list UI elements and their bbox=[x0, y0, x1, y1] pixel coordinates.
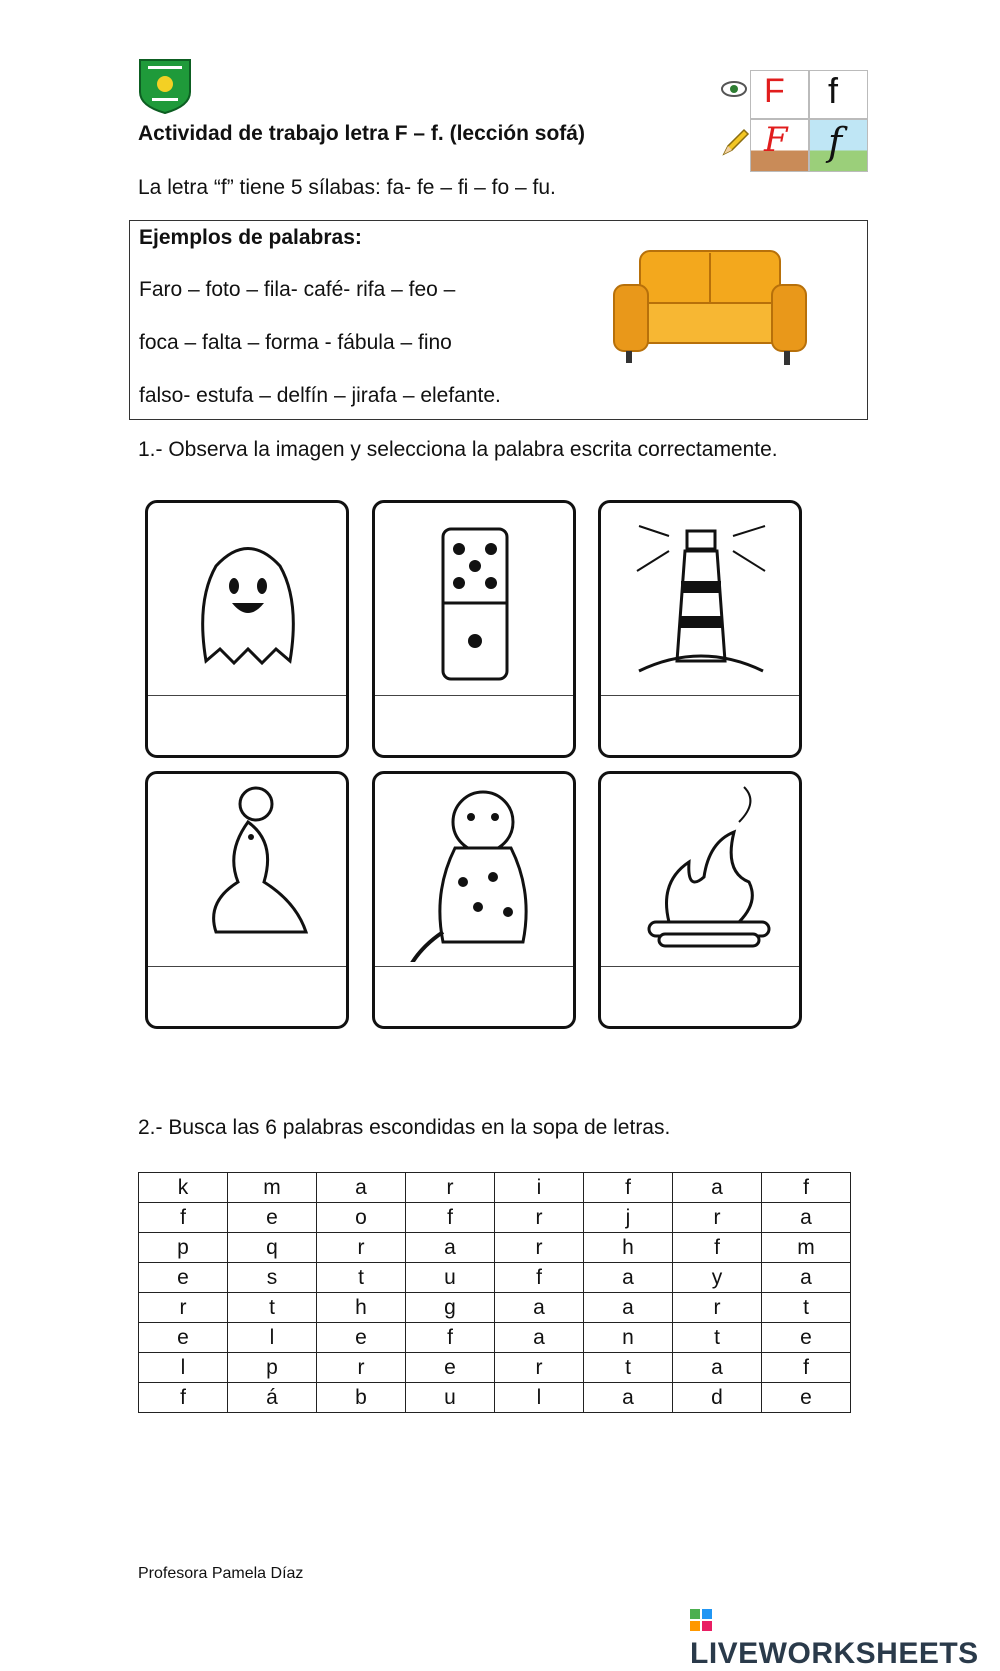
word-search-cell[interactable]: t bbox=[317, 1263, 406, 1293]
word-search-cell[interactable]: i bbox=[495, 1173, 584, 1203]
examples-box bbox=[129, 220, 868, 420]
sofa-icon bbox=[610, 241, 810, 371]
word-search-cell[interactable]: a bbox=[317, 1173, 406, 1203]
word-search-cell[interactable]: f bbox=[495, 1263, 584, 1293]
word-search-cell[interactable]: p bbox=[139, 1233, 228, 1263]
school-shield-logo bbox=[136, 58, 194, 114]
word-search-cell[interactable]: a bbox=[673, 1173, 762, 1203]
word-search-cell[interactable]: t bbox=[673, 1323, 762, 1353]
word-search-cell[interactable]: e bbox=[317, 1323, 406, 1353]
word-search-cell[interactable]: e bbox=[139, 1263, 228, 1293]
word-search-cell[interactable]: a bbox=[406, 1233, 495, 1263]
domino-icon bbox=[383, 511, 567, 691]
word-search-cell[interactable]: u bbox=[406, 1263, 495, 1293]
upper-cursive-letter: F bbox=[764, 120, 788, 160]
word-search-cell[interactable]: r bbox=[139, 1293, 228, 1323]
bonfire-icon bbox=[609, 782, 793, 962]
picture-card-domino[interactable] bbox=[372, 500, 576, 758]
word-search-cell[interactable]: r bbox=[406, 1173, 495, 1203]
seal-icon bbox=[156, 782, 340, 962]
word-search-cell[interactable]: f bbox=[762, 1173, 851, 1203]
word-search-cell[interactable]: m bbox=[228, 1173, 317, 1203]
word-search-row bbox=[139, 1293, 851, 1323]
word-search-cell[interactable]: m bbox=[762, 1233, 851, 1263]
ghost-icon bbox=[156, 511, 340, 691]
word-search-cell[interactable]: j bbox=[584, 1203, 673, 1233]
picture-card-ghost[interactable] bbox=[145, 500, 349, 758]
word-search-cell[interactable]: t bbox=[584, 1353, 673, 1383]
word-search-cell[interactable]: l bbox=[228, 1323, 317, 1353]
word-search-cell[interactable]: k bbox=[139, 1173, 228, 1203]
word-search-row bbox=[139, 1203, 851, 1233]
word-search-cell[interactable]: t bbox=[228, 1293, 317, 1323]
exercise2-instruction: 2.- Busca las 6 palabras escondidas en la sopa de letras. bbox=[138, 1116, 671, 1139]
word-search-cell[interactable]: f bbox=[673, 1233, 762, 1263]
picture-card-bonfire[interactable] bbox=[598, 771, 802, 1029]
word-search-row bbox=[139, 1383, 851, 1413]
word-search-cell[interactable]: l bbox=[495, 1383, 584, 1413]
liveworksheets-logo bbox=[690, 1603, 1000, 1671]
word-search-cell[interactable]: á bbox=[228, 1383, 317, 1413]
word-search-cell[interactable]: r bbox=[495, 1233, 584, 1263]
word-search-cell[interactable]: r bbox=[317, 1233, 406, 1263]
word-search-cell[interactable]: r bbox=[317, 1353, 406, 1383]
page-title: Actividad de trabajo letra F – f. (lección sofá) bbox=[138, 122, 585, 145]
word-search-cell[interactable]: e bbox=[406, 1353, 495, 1383]
word-search-cell[interactable]: s bbox=[228, 1263, 317, 1293]
word-search-row bbox=[139, 1353, 851, 1383]
lighthouse-icon bbox=[609, 511, 793, 691]
lower-cursive-letter: f bbox=[828, 120, 843, 164]
word-search-row bbox=[139, 1323, 851, 1353]
word-search-cell[interactable]: l bbox=[139, 1353, 228, 1383]
word-search-cell[interactable]: e bbox=[228, 1203, 317, 1233]
word-search-cell[interactable]: n bbox=[584, 1323, 673, 1353]
word-search-cell[interactable]: a bbox=[495, 1323, 584, 1353]
teacher-name: Profesora Pamela Díaz bbox=[138, 1565, 304, 1582]
word-search-cell[interactable]: e bbox=[139, 1323, 228, 1353]
lower-print-letter: f bbox=[828, 70, 839, 111]
word-search-cell[interactable]: a bbox=[762, 1263, 851, 1293]
word-search-cell[interactable]: a bbox=[584, 1383, 673, 1413]
liveworksheets-brand: LIVEWORKSHEETS bbox=[690, 1637, 979, 1670]
word-search-cell[interactable]: a bbox=[584, 1263, 673, 1293]
pencil-icon bbox=[720, 128, 750, 158]
word-search-cell[interactable]: f bbox=[406, 1203, 495, 1233]
word-search-row bbox=[139, 1233, 851, 1263]
word-search-cell[interactable]: r bbox=[495, 1203, 584, 1233]
word-search-cell[interactable]: f bbox=[139, 1203, 228, 1233]
liveworksheets-mark-icon bbox=[690, 1609, 712, 1631]
word-search-cell[interactable]: e bbox=[762, 1323, 851, 1353]
examples-line-2: foca – falta – forma - fábula – fino bbox=[139, 331, 452, 354]
word-search-cell[interactable]: o bbox=[317, 1203, 406, 1233]
word-search-cell[interactable]: t bbox=[762, 1293, 851, 1323]
word-search-cell[interactable]: u bbox=[406, 1383, 495, 1413]
word-search-cell[interactable]: r bbox=[495, 1353, 584, 1383]
word-search-cell[interactable]: e bbox=[762, 1383, 851, 1413]
picture-card-lighthouse[interactable] bbox=[598, 500, 802, 758]
examples-line-3: falso- estufa – delfín – jirafa – elefante. bbox=[139, 384, 501, 407]
syllables-line: La letra “f” tiene 5 sílabas: fa- fe – fi – fo – fu. bbox=[138, 176, 556, 199]
word-search-cell[interactable]: h bbox=[584, 1233, 673, 1263]
word-search-row bbox=[139, 1173, 851, 1203]
word-search-cell[interactable]: r bbox=[673, 1203, 762, 1233]
examples-line-1: Faro – foto – fila- café- rifa – feo – bbox=[139, 278, 456, 301]
word-search-cell[interactable]: r bbox=[673, 1293, 762, 1323]
picture-card-leopard[interactable] bbox=[372, 771, 576, 1029]
picture-card-seal[interactable] bbox=[145, 771, 349, 1029]
leopard-icon bbox=[383, 782, 567, 962]
word-search-cell[interactable]: d bbox=[673, 1383, 762, 1413]
eye-icon bbox=[720, 78, 748, 100]
word-search-cell[interactable]: h bbox=[317, 1293, 406, 1323]
word-search-cell[interactable]: a bbox=[584, 1293, 673, 1323]
word-search-cell[interactable]: f bbox=[762, 1353, 851, 1383]
word-search-cell[interactable]: p bbox=[228, 1353, 317, 1383]
word-search-cell[interactable]: b bbox=[317, 1383, 406, 1413]
word-search-row bbox=[139, 1263, 851, 1293]
word-search-cell[interactable]: g bbox=[406, 1293, 495, 1323]
word-search-grid bbox=[138, 1172, 851, 1413]
word-search-cell[interactable]: a bbox=[673, 1353, 762, 1383]
examples-heading: Ejemplos de palabras: bbox=[139, 226, 362, 249]
word-search-cell[interactable]: q bbox=[228, 1233, 317, 1263]
letter-grid bbox=[720, 70, 868, 172]
exercise1-instruction: 1.- Observa la imagen y selecciona la palabra escrita correctamente. bbox=[138, 438, 778, 461]
word-search-cell[interactable]: a bbox=[762, 1203, 851, 1233]
word-search-cell[interactable]: y bbox=[673, 1263, 762, 1293]
word-search-cell[interactable]: f bbox=[584, 1173, 673, 1203]
upper-print-letter: F bbox=[764, 72, 785, 110]
word-search-cell[interactable]: f bbox=[139, 1383, 228, 1413]
word-search-cell[interactable]: f bbox=[406, 1323, 495, 1353]
word-search-cell[interactable]: a bbox=[495, 1293, 584, 1323]
